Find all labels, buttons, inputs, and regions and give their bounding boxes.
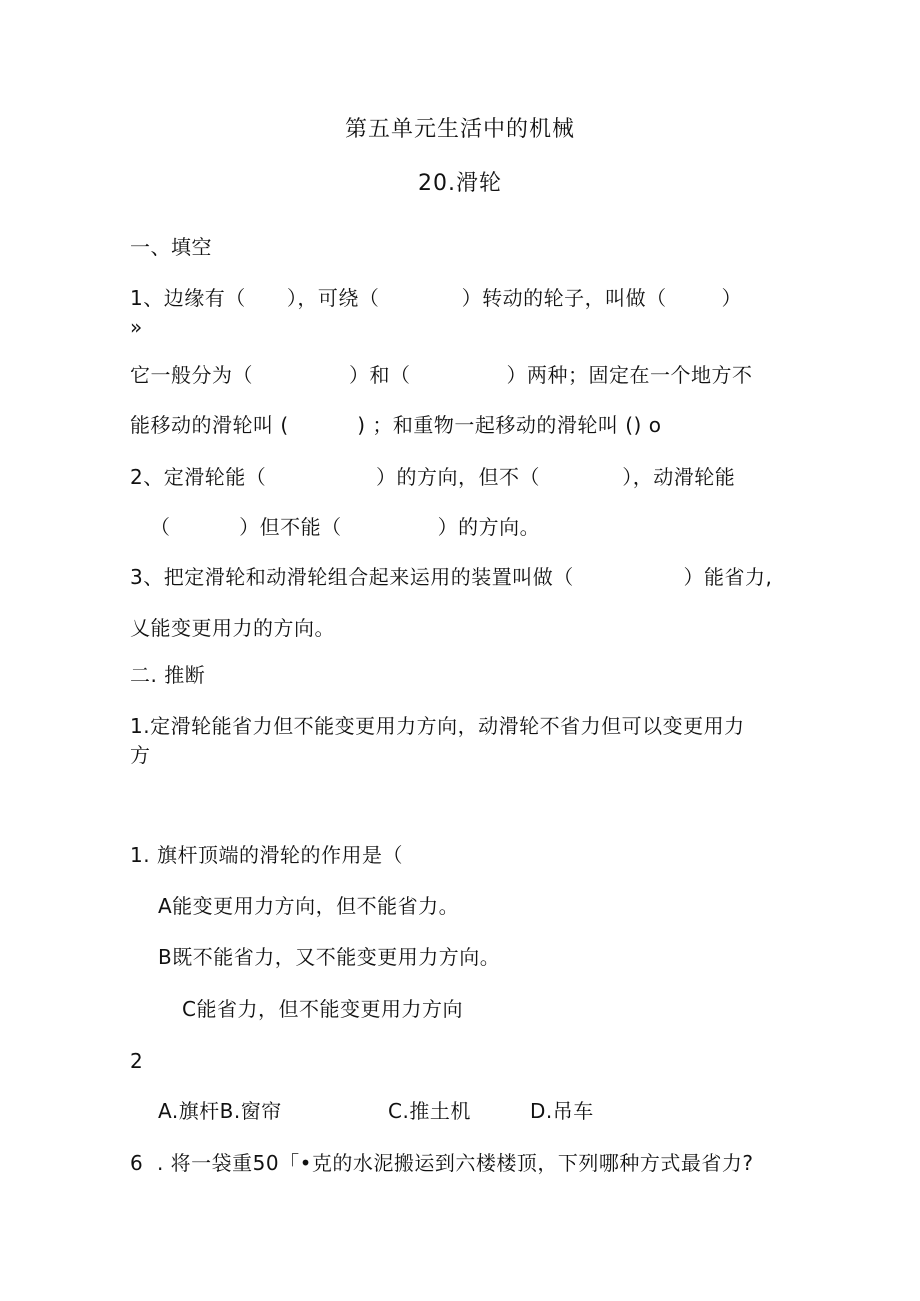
choice-q2-option-ab: A.旗杆B.窗帘 (158, 1099, 282, 1123)
fill-q3-line2: 乂能变更用力的方向。 (130, 616, 335, 640)
fill-q1-line2: 它一般分为（ ）和（ ）两种；固定在一个地方不 (130, 363, 753, 387)
section-heading-judge: 二. 推断 (130, 663, 206, 687)
choice-q1-option-c: C能省力，但不能变更用力方向 (182, 997, 463, 1021)
section-heading-fill-blank: 一、填空 (130, 235, 212, 259)
lesson-title: 20.滑轮 (418, 171, 502, 196)
unit-title: 第五单元生活中的机械 (344, 117, 575, 142)
fill-q1-line1: 1、边缘有（ ），可绕（ ）转动的轮子，叫做（ ） (130, 286, 743, 310)
judge-q1-line1: 1.定滑轮能省力但不能变更用力方向，动滑轮不省力但可以变更用力 (130, 714, 745, 738)
choice-q1: 1. 旗杆顶端的滑轮的作用是（ (130, 843, 403, 867)
choice-q1-option-b: B既不能省力，又不能变更用力方向。 (158, 945, 501, 969)
fill-q1-line1-mark: » (130, 315, 143, 339)
fill-q1-line3: 能移动的滑轮叫 ( ) ；和重物一起移动的滑轮叫 () o (130, 413, 662, 437)
fill-q2-line2: （ ）但不能（ ）的方向。 (150, 515, 541, 539)
judge-q1-line2: 方 (130, 743, 151, 767)
choice-q2-option-d: D.吊车 (530, 1099, 594, 1123)
choice-q2: 2 (130, 1049, 144, 1073)
choice-q2-option-c: C.推土机 (388, 1099, 471, 1123)
choice-q1-option-a: A能变更用力方向，但不能省力。 (158, 894, 460, 918)
choice-q6: 6 . 将一袋重50「•克的水泥搬运到六楼楼顶，下列哪种方式最省力? (130, 1151, 754, 1175)
fill-q2-line1: 2、定滑轮能（ ）的方向，但不（ ），动滑轮能 (130, 465, 736, 489)
fill-q3-line1: 3、把定滑轮和动滑轮组合起来运用的装置叫做（ ）能省力, (130, 565, 773, 589)
